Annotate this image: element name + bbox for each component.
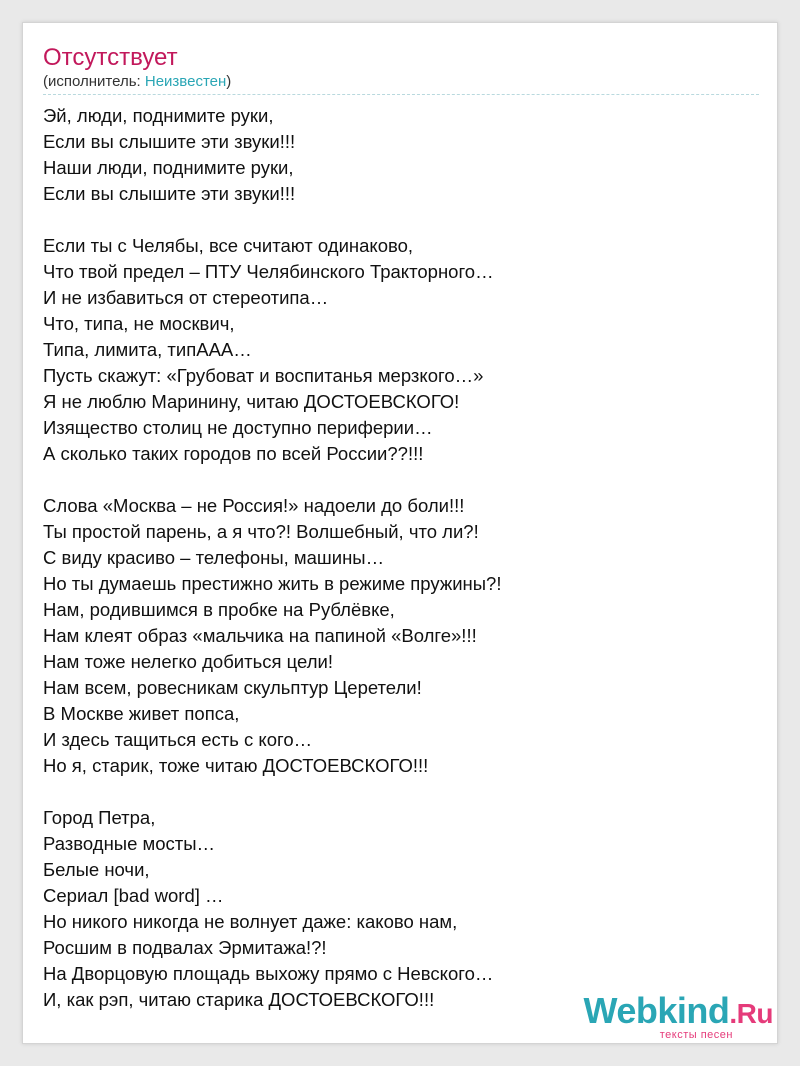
lyrics-line: Если ты с Челябы, все считают одинаково, <box>43 235 414 256</box>
lyrics-text <box>43 103 763 1013</box>
lyrics-line: Нам клеят образ «мальчика на папиной «Волге»!!! <box>43 625 477 646</box>
lyrics-line: Нам, родившимся в пробке на Рублёвке, <box>43 599 395 620</box>
logo-name: Webkind <box>583 990 730 1031</box>
artist-suffix: ) <box>226 73 232 90</box>
lyrics-line: Эй, люди, поднимите руки, <box>43 105 274 126</box>
lyrics-line: Ты простой парень, а я что?! Волшебный, что ли?! <box>43 521 479 542</box>
logo-text <box>584 991 773 1034</box>
logo-tagline: тексты песен <box>659 1029 733 1041</box>
lyrics-stanza <box>43 103 763 207</box>
lyrics-line: Белые ночи, <box>43 859 150 880</box>
lyrics-line: Разводные мосты… <box>43 833 216 854</box>
site-logo[interactable] <box>577 991 773 1043</box>
lyrics-line: Сериал [bad word] … <box>43 885 224 906</box>
lyrics-line: Если вы слышите эти звуки!!! <box>43 183 296 204</box>
lyrics-line: Изящество столиц не доступно периферии… <box>43 417 433 438</box>
lyrics-line: С виду красиво – телефоны, машины… <box>43 547 385 568</box>
lyrics-line: Город Петра, <box>43 807 156 828</box>
lyrics-line: Пусть скажут: «Грубоват и воспитанья мерзкого…» <box>43 365 484 386</box>
lyrics-stanza <box>43 805 763 1013</box>
lyrics-card <box>22 22 778 1044</box>
lyrics-line: Нам тоже нелегко добиться цели! <box>43 651 333 672</box>
artist-prefix: (исполнитель: <box>43 73 145 90</box>
lyrics-line: Но ты думаешь престижно жить в режиме пружины?! <box>43 573 502 594</box>
logo-tld: .Ru <box>729 998 773 1029</box>
lyrics-line: И не избавиться от стереотипа… <box>43 287 329 308</box>
lyrics-line: А сколько таких городов по всей России??!!! <box>43 443 424 464</box>
lyrics-line: Что, типа, не москвич, <box>43 313 235 334</box>
lyrics-line: Наши люди, поднимите руки, <box>43 157 294 178</box>
header-divider <box>43 94 759 95</box>
lyrics-line: Типа, лимита, типААА… <box>43 339 252 360</box>
lyrics-line: Что твой предел – ПТУ Челябинского Тракторного… <box>43 261 494 282</box>
lyrics-line: Росшим в подвалах Эрмитажа!?! <box>43 937 327 958</box>
lyrics-line: Если вы слышите эти звуки!!! <box>43 131 296 152</box>
lyrics-line: И здесь тащиться есть с кого… <box>43 729 313 750</box>
lyrics-line: Но я, старик, тоже читаю ДОСТОЕВСКОГО!!! <box>43 755 429 776</box>
lyrics-line: Слова «Москва – не Россия!» надоели до боли!!! <box>43 495 465 516</box>
song-title: Отсутствует <box>43 44 178 71</box>
lyrics-line: И, как рэп, читаю старика ДОСТОЕВСКОГО!!! <box>43 989 435 1010</box>
lyrics-stanza <box>43 233 763 467</box>
artist-line <box>43 72 231 92</box>
lyrics-line: На Дворцовую площадь выхожу прямо с Невского… <box>43 963 494 984</box>
lyrics-line: Но никого никогда не волнует даже: каково нам, <box>43 911 458 932</box>
lyrics-line: Нам всем, ровесникам скульптур Церетели! <box>43 677 422 698</box>
lyrics-line: В Москве живет попса, <box>43 703 240 724</box>
artist-link[interactable]: Неизвестен <box>144 73 227 90</box>
lyrics-stanza <box>43 493 763 779</box>
lyrics-line: Я не люблю Маринину, читаю ДОСТОЕВСКОГО! <box>43 391 460 412</box>
